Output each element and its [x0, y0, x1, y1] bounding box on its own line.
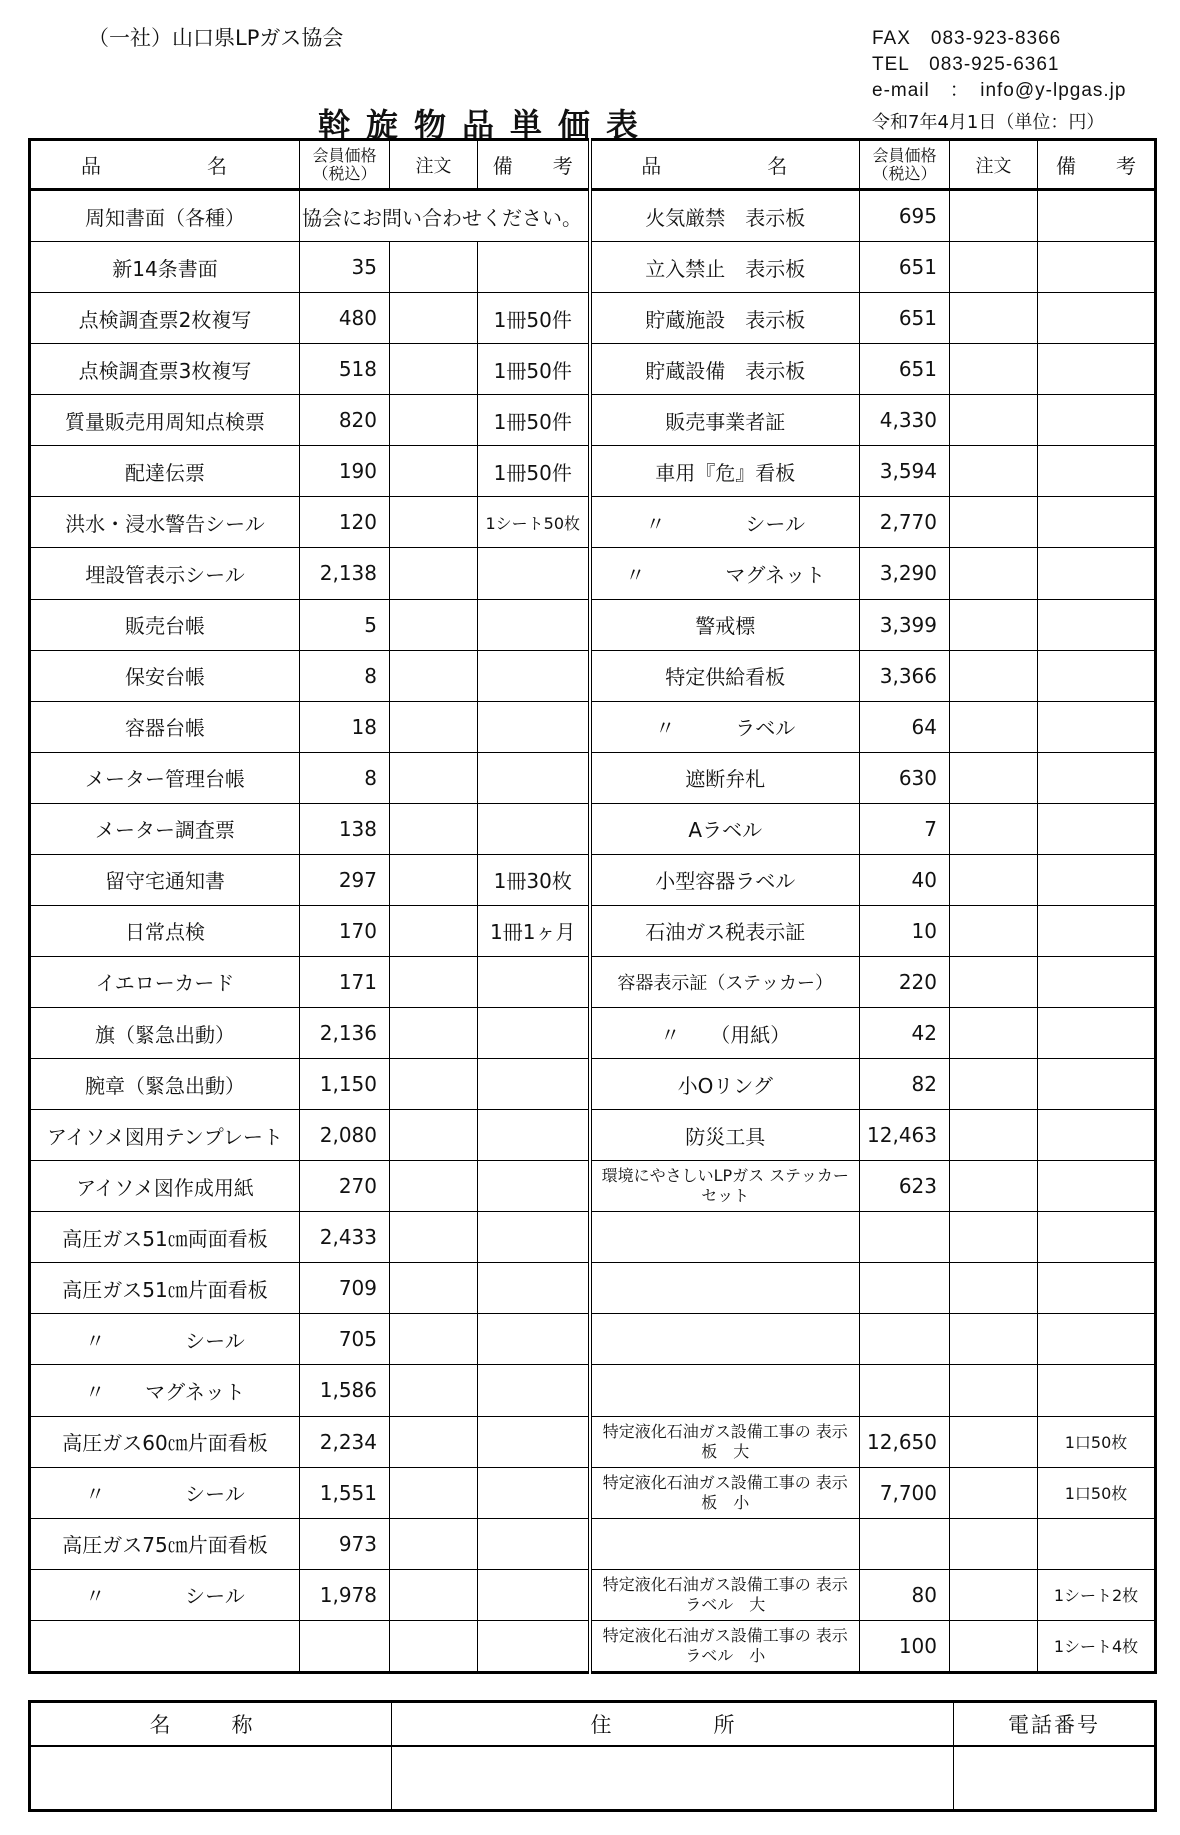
item-remarks — [1038, 956, 1156, 1007]
table-row — [30, 446, 1156, 497]
item-price: 171 — [300, 956, 390, 1007]
item-remarks — [478, 1059, 590, 1110]
item-price: 705 — [300, 1314, 390, 1365]
col-order-left: 注文 — [390, 140, 478, 190]
table-header-row — [30, 140, 1156, 190]
item-remarks — [478, 1110, 590, 1161]
table-row — [30, 1620, 1156, 1672]
item-price: 2,234 — [300, 1416, 390, 1467]
item-remarks: 1シート4枚 — [1038, 1620, 1156, 1672]
order-form-table — [28, 1700, 1157, 1812]
item-remarks — [478, 1365, 590, 1416]
item-remarks — [478, 752, 590, 803]
item-name: 警戒標 — [590, 599, 860, 650]
item-remarks — [1038, 752, 1156, 803]
item-remarks — [1038, 293, 1156, 344]
item-remarks — [1038, 344, 1156, 395]
order-quantity-cell[interactable] — [950, 1212, 1038, 1263]
item-name: 保安台帳 — [30, 650, 300, 701]
order-quantity-cell[interactable] — [950, 854, 1038, 905]
item-price: 623 — [860, 1161, 950, 1212]
item-name: 特定供給看板 — [590, 650, 860, 701]
item-remarks — [478, 1161, 590, 1212]
col-name-right: 品 名 — [590, 140, 860, 190]
date-unit: 令和7年4月1日（単位：円） — [872, 112, 1105, 133]
item-price: 12,463 — [860, 1110, 950, 1161]
form-phone-header: 電話番号 — [954, 1702, 1156, 1747]
order-quantity-cell[interactable] — [390, 803, 478, 854]
item-remarks: 1冊30枚 — [478, 854, 590, 905]
item-remarks — [1038, 395, 1156, 446]
item-name: 石油ガス税表示証 — [590, 905, 860, 956]
item-name: Aラベル — [590, 803, 860, 854]
item-name: 配達伝票 — [30, 446, 300, 497]
item-price: 42 — [860, 1008, 950, 1059]
item-name: 特定液化石油ガス設備工事の 表示板 小 — [590, 1467, 860, 1518]
order-quantity-cell[interactable] — [950, 1059, 1038, 1110]
item-price — [860, 1263, 950, 1314]
order-quantity-cell[interactable] — [950, 1518, 1038, 1569]
item-remarks — [478, 1008, 590, 1059]
item-remarks — [1038, 1314, 1156, 1365]
order-quantity-cell[interactable] — [950, 395, 1038, 446]
item-name: 容器台帳 — [30, 701, 300, 752]
tel-number: TEL 083-925-6361 — [872, 54, 1060, 75]
item-price: 1,150 — [300, 1059, 390, 1110]
item-price — [860, 1212, 950, 1263]
item-name: 日常点検 — [30, 905, 300, 956]
order-quantity-cell[interactable] — [390, 344, 478, 395]
item-name — [590, 1212, 860, 1263]
table-row — [30, 1161, 1156, 1212]
item-name: 高圧ガス60㎝片面看板 — [30, 1416, 300, 1467]
item-price: 80 — [860, 1569, 950, 1620]
order-quantity-cell[interactable] — [950, 1110, 1038, 1161]
item-remarks — [478, 1416, 590, 1467]
item-name: 火気厳禁 表示板 — [590, 190, 860, 242]
item-price: 2,138 — [300, 548, 390, 599]
item-remarks — [1038, 242, 1156, 293]
item-price: 40 — [860, 854, 950, 905]
item-name: メーター管理台帳 — [30, 752, 300, 803]
order-quantity-cell[interactable] — [950, 344, 1038, 395]
order-quantity-cell[interactable] — [390, 1008, 478, 1059]
item-name: 高圧ガス51㎝両面看板 — [30, 1212, 300, 1263]
order-quantity-cell[interactable] — [950, 650, 1038, 701]
item-remarks — [1038, 1008, 1156, 1059]
table-row — [30, 752, 1156, 803]
order-quantity-cell[interactable] — [390, 752, 478, 803]
form-name-input[interactable] — [30, 1746, 392, 1811]
order-quantity-cell[interactable] — [950, 1263, 1038, 1314]
item-price: 651 — [860, 242, 950, 293]
table-row — [30, 548, 1156, 599]
item-remarks — [478, 803, 590, 854]
order-quantity-cell[interactable] — [390, 956, 478, 1007]
item-price: 4,330 — [860, 395, 950, 446]
page-title: 斡旋物品単価表 — [318, 106, 655, 144]
item-remarks — [478, 701, 590, 752]
item-contact-note: 協会にお問い合わせください。 — [300, 190, 590, 242]
table-row — [30, 1008, 1156, 1059]
item-remarks: 1口50枚 — [1038, 1467, 1156, 1518]
item-price: 7 — [860, 803, 950, 854]
item-price: 1,978 — [300, 1569, 390, 1620]
item-remarks — [478, 956, 590, 1007]
order-quantity-cell[interactable] — [950, 190, 1038, 242]
contact-block — [872, 26, 1126, 104]
item-price: 630 — [860, 752, 950, 803]
table-row — [30, 497, 1156, 548]
item-remarks — [1038, 803, 1156, 854]
item-price: 297 — [300, 854, 390, 905]
table-row — [30, 803, 1156, 854]
table-row — [30, 1059, 1156, 1110]
item-name: 埋設管表示シール — [30, 548, 300, 599]
item-remarks: 1冊50件 — [478, 446, 590, 497]
item-name: 腕章（緊急出動） — [30, 1059, 300, 1110]
item-price: 138 — [300, 803, 390, 854]
order-quantity-cell[interactable] — [390, 1263, 478, 1314]
item-name: 〃 シール — [30, 1569, 300, 1620]
item-price: 18 — [300, 701, 390, 752]
item-name: 高圧ガス75㎝片面看板 — [30, 1518, 300, 1569]
item-price: 2,433 — [300, 1212, 390, 1263]
col-order-right: 注文 — [950, 140, 1038, 190]
item-remarks: 1冊1ヶ月 — [478, 905, 590, 956]
item-name: 洪水・浸水警告シール — [30, 497, 300, 548]
item-name: 容器表示証（ステッカー） — [590, 956, 860, 1007]
item-price: 5 — [300, 599, 390, 650]
table-row — [30, 956, 1156, 1007]
order-quantity-cell[interactable] — [950, 1008, 1038, 1059]
table-row — [30, 293, 1156, 344]
table-row — [30, 1314, 1156, 1365]
table-row — [30, 395, 1156, 446]
order-quantity-cell[interactable] — [390, 293, 478, 344]
item-name — [30, 1620, 300, 1672]
order-quantity-cell[interactable] — [390, 548, 478, 599]
item-remarks — [478, 1314, 590, 1365]
item-name: 貯蔵施設 表示板 — [590, 293, 860, 344]
item-name: メーター調査票 — [30, 803, 300, 854]
order-quantity-cell[interactable] — [950, 1569, 1038, 1620]
item-name: 貯蔵設備 表示板 — [590, 344, 860, 395]
item-remarks — [478, 242, 590, 293]
item-remarks: 1冊50件 — [478, 395, 590, 446]
item-name: 旗（緊急出動） — [30, 1008, 300, 1059]
item-name: イエローカード — [30, 956, 300, 1007]
item-name: 特定液化石油ガス設備工事の 表示ラベル 小 — [590, 1620, 860, 1672]
item-name: 車用『危』看板 — [590, 446, 860, 497]
order-quantity-cell[interactable] — [950, 242, 1038, 293]
item-price: 190 — [300, 446, 390, 497]
form-phone-input[interactable] — [954, 1746, 1156, 1811]
item-remarks: 1シート2枚 — [1038, 1569, 1156, 1620]
table-row — [30, 701, 1156, 752]
item-remarks — [1038, 1365, 1156, 1416]
table-row — [30, 242, 1156, 293]
item-name: アイソメ図用テンプレート — [30, 1110, 300, 1161]
order-quantity-cell[interactable] — [390, 1467, 478, 1518]
item-remarks — [1038, 190, 1156, 242]
item-price — [300, 1620, 390, 1672]
item-remarks — [478, 1569, 590, 1620]
order-quantity-cell[interactable] — [950, 752, 1038, 803]
order-quantity-cell[interactable] — [950, 956, 1038, 1007]
item-name — [590, 1263, 860, 1314]
item-name — [590, 1365, 860, 1416]
form-name-header: 名 称 — [30, 1702, 392, 1747]
item-name: 環境にやさしいLPガス ステッカーセット — [590, 1161, 860, 1212]
item-remarks — [1038, 548, 1156, 599]
table-row — [30, 1110, 1156, 1161]
order-quantity-cell[interactable] — [390, 1212, 478, 1263]
order-quantity-cell[interactable] — [390, 1416, 478, 1467]
order-quantity-cell[interactable] — [390, 1569, 478, 1620]
price-table — [28, 138, 1157, 1674]
order-quantity-cell[interactable] — [950, 803, 1038, 854]
order-quantity-cell[interactable] — [390, 650, 478, 701]
table-row — [30, 1467, 1156, 1518]
item-name: 〃 シール — [30, 1314, 300, 1365]
item-name: 遮断弁札 — [590, 752, 860, 803]
item-remarks — [478, 548, 590, 599]
order-quantity-cell[interactable] — [950, 1620, 1038, 1672]
order-quantity-cell[interactable] — [950, 701, 1038, 752]
item-price: 7,700 — [860, 1467, 950, 1518]
item-remarks — [478, 650, 590, 701]
item-remarks: 1シート50枚 — [478, 497, 590, 548]
table-row — [30, 905, 1156, 956]
item-price: 695 — [860, 190, 950, 242]
form-address-input[interactable] — [392, 1746, 954, 1811]
item-remarks: 1冊50件 — [478, 293, 590, 344]
order-quantity-cell[interactable] — [950, 497, 1038, 548]
item-price: 10 — [860, 905, 950, 956]
item-name: 質量販売用周知点検票 — [30, 395, 300, 446]
item-remarks — [478, 1467, 590, 1518]
item-remarks — [1038, 1212, 1156, 1263]
item-price: 820 — [300, 395, 390, 446]
item-name: 〃 シール — [590, 497, 860, 548]
item-name — [590, 1518, 860, 1569]
order-quantity-cell[interactable] — [390, 446, 478, 497]
table-row — [30, 599, 1156, 650]
item-name: 販売台帳 — [30, 599, 300, 650]
item-remarks — [478, 1212, 590, 1263]
item-name: 販売事業者証 — [590, 395, 860, 446]
item-name: 点検調査票2枚複写 — [30, 293, 300, 344]
email-address: e-mail ： info@y-lpgas.jp — [872, 80, 1127, 101]
table-row — [30, 650, 1156, 701]
item-price: 8 — [300, 650, 390, 701]
order-quantity-cell[interactable] — [950, 1467, 1038, 1518]
table-row — [30, 854, 1156, 905]
organization-name: （一社）山口県LPガス協会 — [88, 26, 344, 50]
item-remarks — [1038, 1161, 1156, 1212]
item-price: 651 — [860, 293, 950, 344]
item-name: 小Oリング — [590, 1059, 860, 1110]
order-quantity-cell[interactable] — [390, 1518, 478, 1569]
order-quantity-cell[interactable] — [390, 1161, 478, 1212]
item-remarks — [1038, 1059, 1156, 1110]
order-quantity-cell[interactable] — [390, 854, 478, 905]
item-price: 1,551 — [300, 1467, 390, 1518]
order-quantity-cell[interactable] — [950, 1416, 1038, 1467]
item-price: 973 — [300, 1518, 390, 1569]
item-price: 82 — [860, 1059, 950, 1110]
table-row — [30, 1518, 1156, 1569]
order-quantity-cell[interactable] — [390, 497, 478, 548]
item-price: 220 — [860, 956, 950, 1007]
item-name: 防災工具 — [590, 1110, 860, 1161]
order-quantity-cell[interactable] — [390, 1620, 478, 1672]
item-name: 立入禁止 表示板 — [590, 242, 860, 293]
order-quantity-cell[interactable] — [390, 242, 478, 293]
item-remarks — [1038, 650, 1156, 701]
table-row — [30, 1569, 1156, 1620]
item-remarks: 1口50枚 — [1038, 1416, 1156, 1467]
item-name: 特定液化石油ガス設備工事の 表示板 大 — [590, 1416, 860, 1467]
item-price: 3,366 — [860, 650, 950, 701]
table-row — [30, 1416, 1156, 1467]
item-remarks — [478, 599, 590, 650]
order-quantity-cell[interactable] — [390, 1365, 478, 1416]
order-quantity-cell[interactable] — [390, 395, 478, 446]
item-price: 3,290 — [860, 548, 950, 599]
item-name: 〃 シール — [30, 1467, 300, 1518]
item-price: 2,080 — [300, 1110, 390, 1161]
item-price: 480 — [300, 293, 390, 344]
order-quantity-cell[interactable] — [390, 599, 478, 650]
item-name: 特定液化石油ガス設備工事の 表示ラベル 大 — [590, 1569, 860, 1620]
item-remarks — [478, 1620, 590, 1672]
item-remarks — [1038, 905, 1156, 956]
item-price: 3,594 — [860, 446, 950, 497]
table-row — [30, 1365, 1156, 1416]
fax-number: FAX 083-923-8366 — [872, 28, 1062, 49]
item-price: 8 — [300, 752, 390, 803]
item-price: 651 — [860, 344, 950, 395]
item-remarks — [1038, 701, 1156, 752]
order-quantity-cell[interactable] — [950, 446, 1038, 497]
item-remarks — [1038, 446, 1156, 497]
order-quantity-cell[interactable] — [950, 548, 1038, 599]
item-name: 〃 マグネット — [590, 548, 860, 599]
item-price: 12,650 — [860, 1416, 950, 1467]
item-name: 高圧ガス51㎝片面看板 — [30, 1263, 300, 1314]
item-price: 270 — [300, 1161, 390, 1212]
order-quantity-cell[interactable] — [390, 701, 478, 752]
order-quantity-cell[interactable] — [390, 905, 478, 956]
order-quantity-cell[interactable] — [950, 293, 1038, 344]
order-quantity-cell[interactable] — [390, 1110, 478, 1161]
order-quantity-cell[interactable] — [950, 905, 1038, 956]
col-remarks-left: 備 考 — [478, 140, 590, 190]
item-remarks — [478, 1263, 590, 1314]
item-name: アイソメ図作成用紙 — [30, 1161, 300, 1212]
item-name: 〃 マグネット — [30, 1365, 300, 1416]
item-price — [860, 1518, 950, 1569]
item-name: 留守宅通知書 — [30, 854, 300, 905]
item-price: 1,586 — [300, 1365, 390, 1416]
item-remarks — [478, 1518, 590, 1569]
col-price-left: 会員価格 （税込） — [300, 140, 390, 190]
order-quantity-cell[interactable] — [390, 1059, 478, 1110]
item-price: 100 — [860, 1620, 950, 1672]
item-name: 点検調査票3枚複写 — [30, 344, 300, 395]
table-row — [30, 1263, 1156, 1314]
item-remarks — [1038, 1263, 1156, 1314]
item-name — [590, 1314, 860, 1365]
item-name: 〃 （用紙） — [590, 1008, 860, 1059]
order-quantity-cell[interactable] — [950, 599, 1038, 650]
item-price: 170 — [300, 905, 390, 956]
item-price — [860, 1365, 950, 1416]
item-remarks: 1冊50件 — [478, 344, 590, 395]
table-row — [30, 344, 1156, 395]
item-remarks — [1038, 854, 1156, 905]
item-price: 64 — [860, 701, 950, 752]
col-name-left: 品 名 — [30, 140, 300, 190]
form-address-header: 住 所 — [392, 1702, 954, 1747]
item-name: 小型容器ラベル — [590, 854, 860, 905]
order-quantity-cell[interactable] — [390, 1314, 478, 1365]
item-price: 2,136 — [300, 1008, 390, 1059]
order-quantity-cell[interactable] — [950, 1365, 1038, 1416]
order-quantity-cell[interactable] — [950, 1314, 1038, 1365]
item-name: 周知書面（各種） — [30, 190, 300, 242]
col-remarks-right: 備 考 — [1038, 140, 1156, 190]
item-remarks — [1038, 497, 1156, 548]
col-price-right: 会員価格 （税込） — [860, 140, 950, 190]
item-price: 35 — [300, 242, 390, 293]
table-row — [30, 1212, 1156, 1263]
item-price: 2,770 — [860, 497, 950, 548]
item-price: 709 — [300, 1263, 390, 1314]
item-remarks — [1038, 599, 1156, 650]
item-remarks — [1038, 1110, 1156, 1161]
item-price: 120 — [300, 497, 390, 548]
item-remarks — [1038, 1518, 1156, 1569]
item-price: 3,399 — [860, 599, 950, 650]
order-quantity-cell[interactable] — [950, 1161, 1038, 1212]
item-price: 518 — [300, 344, 390, 395]
item-price — [860, 1314, 950, 1365]
table-row — [30, 190, 1156, 242]
item-name: 新14条書面 — [30, 242, 300, 293]
item-name: 〃 ラベル — [590, 701, 860, 752]
